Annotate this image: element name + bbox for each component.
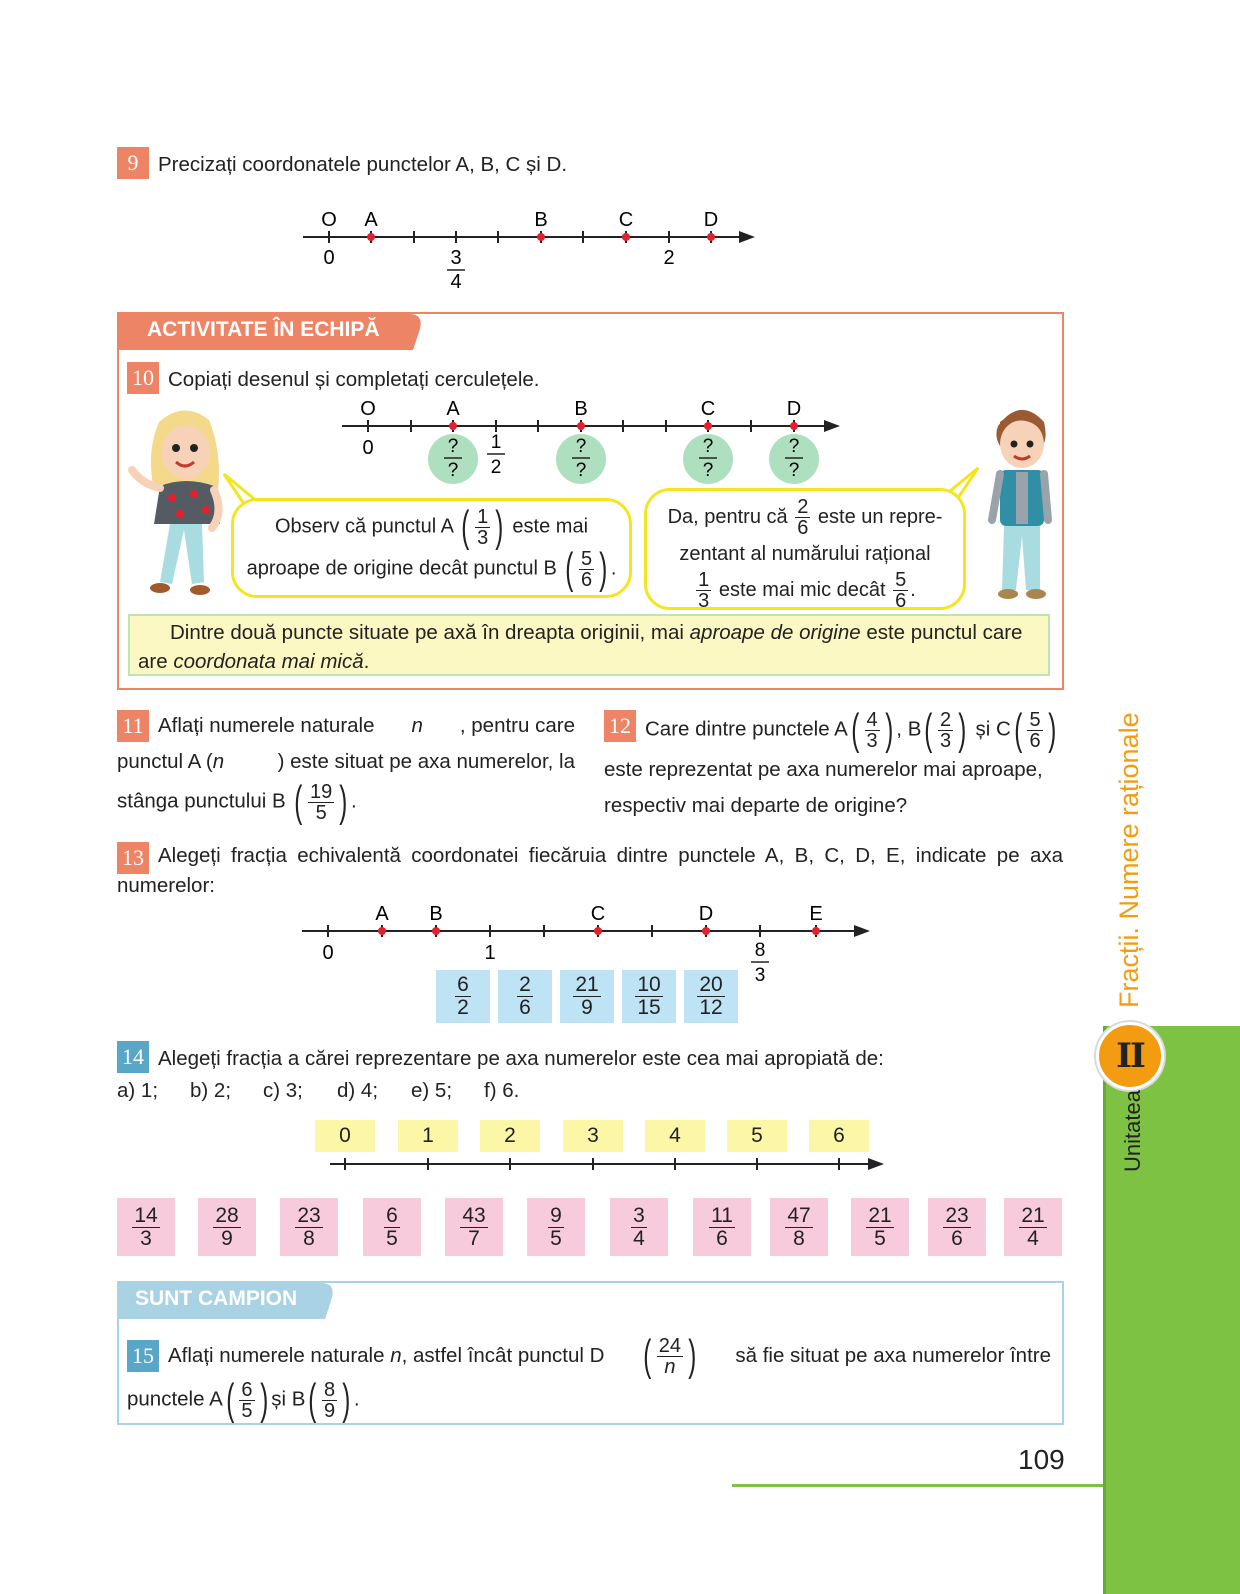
ex14-choice (363, 1198, 421, 1256)
frac-den: 3 (140, 1226, 152, 1250)
text: punctele A (127, 1387, 223, 1411)
text: numerelor: (117, 874, 215, 897)
frac-num: 21 (575, 973, 599, 996)
exercise-text: Precizați coordonatele punctelor A, B, C și D. (158, 153, 568, 176)
text: ) este situat pe axa numerelor, la (277, 750, 575, 773)
number-line-ex14 (320, 1150, 900, 1180)
bubble-text: . (610, 557, 617, 580)
text: și C (969, 717, 1011, 741)
text: . (353, 1387, 360, 1411)
frac-num: 8 (324, 1378, 336, 1401)
ex14-choice (770, 1198, 828, 1256)
frac-den: 6 (1029, 729, 1041, 752)
fraction (1019, 1205, 1046, 1250)
team-title: ACTIVITATE ÎN ECHIPĂ (147, 318, 380, 341)
frac-den: 3 (940, 729, 952, 752)
ex13-choice (560, 970, 614, 1023)
champion-title-tab (119, 1283, 337, 1319)
frac-num: 20 (699, 973, 723, 996)
ex14-choice (527, 1198, 585, 1256)
rule-text: Dintre două puncte situate pe axă în dreapta originii, mai (170, 621, 690, 644)
option: a) 1; (117, 1079, 159, 1102)
frac-num: 3 (450, 247, 462, 269)
sidebar-edge (1103, 1026, 1106, 1594)
ex14-choice (851, 1198, 909, 1256)
question-mark: ? (575, 460, 587, 481)
fraction (785, 1205, 812, 1250)
ex13-choice (684, 970, 738, 1023)
bubble-text: Observ că punctul A (274, 515, 453, 538)
exercise-12-text: Care dintre punctele A ( $\frac{4}{3}$ ) , B ( $\frac{2}{3}$ ) și C ( $\frac{5}{6}$ ) este reprezentat pe axa numerelor mai aproape, respectiv mai departe de origine? (604, 708, 1064, 824)
axis-value-label: 0 (315, 1120, 375, 1152)
frac-den: 4 (633, 1226, 645, 1250)
exercise-number: 15 (127, 1340, 159, 1372)
label-D: D (698, 903, 714, 925)
frac-den: 6 (716, 1226, 728, 1250)
fraction (384, 1205, 400, 1250)
frac-num: 28 (215, 1203, 239, 1227)
rule-text: este punctul care (860, 621, 1023, 644)
half-num: 1 (490, 432, 502, 453)
label-B: B (429, 903, 443, 925)
label-zero: 0 (323, 247, 335, 269)
bubble-text: este mai mic decât (718, 578, 886, 601)
text: Alegeți fracția echivalentă coordonatei fiecăruia dintre punctele A, B, C, D, E, indicate pe axa (158, 844, 1063, 867)
text: , B (896, 717, 922, 741)
ex14-choice (117, 1198, 175, 1256)
frac-num: 47 (787, 1203, 811, 1227)
exercise-11-text: Aflați numerele naturale n , pentru care punctul A (n ) este situat pe axa numerelor, la stânga punctului B ( $\frac{19}{5}$ ) . (117, 708, 575, 824)
bubble-text: Da, pentru că (667, 505, 788, 528)
speech-bubble-left: Observ că punctul A ( $\frac{1}{3}$ ) este mai aproape de origine decât punctul B ( $\frac{5}{6}$ ) . (231, 498, 632, 598)
frac-den: 6 (951, 1226, 963, 1250)
speech-bubble-right (644, 488, 966, 610)
option: d) 4; (337, 1079, 379, 1102)
frac-num: 2 (797, 496, 809, 518)
bubble-text: este mai (512, 515, 589, 538)
frac-num: 5 (895, 569, 907, 591)
text: Care dintre punctele A (645, 717, 848, 741)
label-C: C (590, 903, 606, 925)
label-B: B (574, 398, 588, 420)
label-two: 2 (663, 247, 675, 269)
text: . (350, 789, 357, 813)
label-D: D (703, 209, 719, 231)
frac-den: n (664, 1355, 676, 1378)
label-E: E (809, 903, 823, 925)
text: respectiv mai departe de origine? (604, 794, 908, 817)
number-line-ex9 (290, 200, 770, 300)
frac-num: 1 (477, 505, 489, 528)
ex14-choice (610, 1198, 668, 1256)
axis-value-label: 1 (398, 1120, 458, 1152)
rule-italic: coordonata mai mică (173, 650, 364, 673)
frac-num: 3 (633, 1203, 645, 1227)
champion-title: SUNT CAMPION (135, 1287, 298, 1310)
frac-num: 6 (386, 1203, 398, 1227)
fraction (455, 974, 471, 1019)
ex14-choice (445, 1198, 503, 1256)
exercise-15-text: Aflați numerele naturale n, astfel încât punctul D ( $\frac{24}{n}$ ) să fie situat pe axa numerelor între punctele A ( $\frac{6}{5}$ ) și B ( $\frac{8}{9}$ ) . (127, 1331, 1051, 1424)
frac-num: 43 (462, 1203, 486, 1227)
ex13-choice (622, 970, 676, 1023)
exercise-text: Copiați desenul și completați cerculețele. (168, 368, 540, 391)
fraction (517, 974, 533, 1019)
page-number: 109 (1018, 1444, 1065, 1475)
text: , pentru care (459, 714, 575, 737)
axis-value-label: 5 (727, 1120, 787, 1152)
boy-illustration (982, 400, 1062, 605)
text: , astfel încât punctul D (401, 1344, 605, 1367)
ex14-choice (1004, 1198, 1062, 1256)
axis-value-label: 2 (480, 1120, 540, 1152)
frac-num: 23 (945, 1203, 969, 1227)
question-mark: ? (575, 436, 587, 457)
fraction (573, 974, 600, 1019)
frac-num: 2 (940, 708, 952, 731)
frac-den: 9 (324, 1399, 336, 1422)
var-n: n (390, 1344, 402, 1367)
frac-den: 6 (797, 517, 809, 539)
label-O: O (360, 398, 376, 420)
question-mark: ? (447, 436, 459, 457)
fraction (697, 974, 724, 1019)
text: să fie situat pe axa numerelor între (735, 1344, 1051, 1367)
frac-num: 14 (134, 1203, 158, 1227)
ex13-choice (436, 970, 490, 1023)
exercise-text: Alegeți fracția a cărei reprezentare pe axa numerelor este cea mai apropiată de: (158, 1047, 884, 1070)
ex14-choice (198, 1198, 256, 1256)
frac-num: 1 (698, 569, 710, 591)
axis-value-label: 4 (645, 1120, 705, 1152)
rule-text: are (138, 650, 174, 673)
girl-illustration (124, 402, 234, 607)
exercise-number: 9 (117, 147, 149, 179)
frac-num: 11 (711, 1203, 733, 1227)
frac-den: 6 (581, 568, 593, 591)
text: Aflați numerele naturale (168, 1344, 391, 1367)
frac-den: 2 (457, 996, 469, 1019)
fraction (866, 1205, 893, 1250)
frac-den: 5 (315, 801, 327, 824)
var-n: n (411, 714, 423, 737)
label-zero: 0 (362, 437, 374, 459)
ex14-options (117, 1073, 519, 1109)
label-one: 1 (484, 942, 496, 964)
question-mark: ? (788, 460, 800, 481)
text: Aflați numerele naturale (158, 714, 375, 737)
frac-num: 10 (637, 973, 661, 996)
text: punctul A ( (117, 750, 213, 773)
frac-den: 3 (866, 729, 878, 752)
frac-den: 9 (581, 996, 593, 1019)
label-O: O (321, 209, 337, 231)
question-mark: ? (447, 460, 459, 481)
var-n: n (212, 750, 225, 773)
label-zero: 0 (322, 942, 334, 964)
question-mark: ? (788, 436, 800, 457)
exercise-number: 13 (117, 842, 149, 874)
label-D: D (786, 398, 802, 420)
question-mark: ? (702, 460, 714, 481)
frac-num: 21 (1021, 1203, 1045, 1227)
frac-den: 5 (241, 1399, 253, 1422)
team-title-tab (119, 314, 425, 350)
frac-den: 12 (699, 996, 723, 1019)
frac-den: 6 (895, 590, 907, 612)
frac-num: 4 (866, 708, 878, 731)
frac-num: 23 (297, 1203, 321, 1227)
unit-label: Unitatea (1120, 1090, 1145, 1172)
footer-line (732, 1484, 1104, 1487)
frac-den: 3 (698, 590, 710, 612)
rule-text: . (363, 650, 370, 673)
bubble-text: este un repre- (817, 505, 943, 528)
number-line-ex10 (330, 392, 850, 492)
axis-value-label: 3 (563, 1120, 623, 1152)
exercise-number: 11 (117, 710, 149, 742)
fraction (213, 1205, 240, 1250)
fraction (548, 1205, 564, 1250)
fraction (635, 974, 662, 1019)
chapter-title: Fracții. Numere raționale (1114, 712, 1144, 1008)
frac-den: 5 (874, 1226, 886, 1250)
label-C: C (618, 209, 634, 231)
exercise-number: 10 (127, 362, 159, 394)
label-C: C (700, 398, 716, 420)
frac-den: 15 (637, 996, 661, 1019)
frac-den: 3 (754, 965, 766, 986)
fraction (631, 1205, 647, 1250)
frac-den: 8 (303, 1226, 315, 1250)
option: b) 2; (190, 1079, 232, 1102)
text: și B (271, 1387, 306, 1411)
bubble-text: aproape de origine decât punctul B (246, 557, 557, 580)
rule-italic: aproape de origine (689, 621, 861, 644)
ex13-choice (498, 970, 552, 1023)
label-B: B (534, 209, 548, 231)
text: stânga punctului B (117, 789, 286, 813)
bubble-text: zentant al numărului rațional (679, 543, 931, 565)
label-A: A (446, 398, 460, 420)
ex14-choice (928, 1198, 986, 1256)
frac-num: 19 (310, 780, 333, 803)
question-mark: ? (702, 436, 714, 457)
fraction (709, 1205, 735, 1250)
frac-den: 5 (550, 1226, 562, 1250)
unit-number: II (1116, 1036, 1144, 1076)
unit-badge (1096, 1022, 1164, 1090)
half-den: 2 (490, 457, 502, 478)
fraction (295, 1205, 322, 1250)
label-A: A (375, 903, 389, 925)
frac-den: 3 (477, 526, 489, 549)
frac-den: 9 (221, 1226, 233, 1250)
text: este reprezentat pe axa numerelor mai aproape, (604, 758, 1043, 781)
frac-num: 24 (658, 1334, 682, 1357)
frac-den: 7 (468, 1226, 480, 1250)
frac-num: 9 (550, 1203, 562, 1227)
fraction (943, 1205, 970, 1250)
bubble-text: . (910, 578, 916, 601)
frac-num: 6 (241, 1378, 253, 1401)
frac-den: 8 (793, 1226, 805, 1250)
frac-den: 4 (450, 271, 462, 293)
option: c) 3; (263, 1079, 303, 1102)
frac-num: 6 (457, 973, 469, 996)
exercise-number: 14 (117, 1041, 149, 1073)
option: e) 5; (411, 1079, 453, 1102)
label-A: A (364, 209, 378, 231)
exercise-13-text (117, 841, 1063, 901)
frac-num: 8 (754, 940, 766, 961)
frac-den: 6 (519, 996, 531, 1019)
frac-num: 21 (868, 1203, 892, 1227)
frac-num: 5 (581, 547, 593, 570)
fraction (132, 1205, 159, 1250)
option: f) 6. (484, 1079, 520, 1102)
frac-num: 5 (1029, 708, 1041, 731)
frac-num: 2 (519, 973, 531, 996)
frac-den: 5 (386, 1226, 398, 1250)
fraction (460, 1205, 487, 1250)
frac-den: 4 (1027, 1226, 1039, 1250)
rule-box (128, 614, 1050, 676)
axis-value-label: 6 (809, 1120, 869, 1152)
ex14-choice (693, 1198, 751, 1256)
exercise-number: 12 (604, 710, 636, 742)
ex14-choice (280, 1198, 338, 1256)
